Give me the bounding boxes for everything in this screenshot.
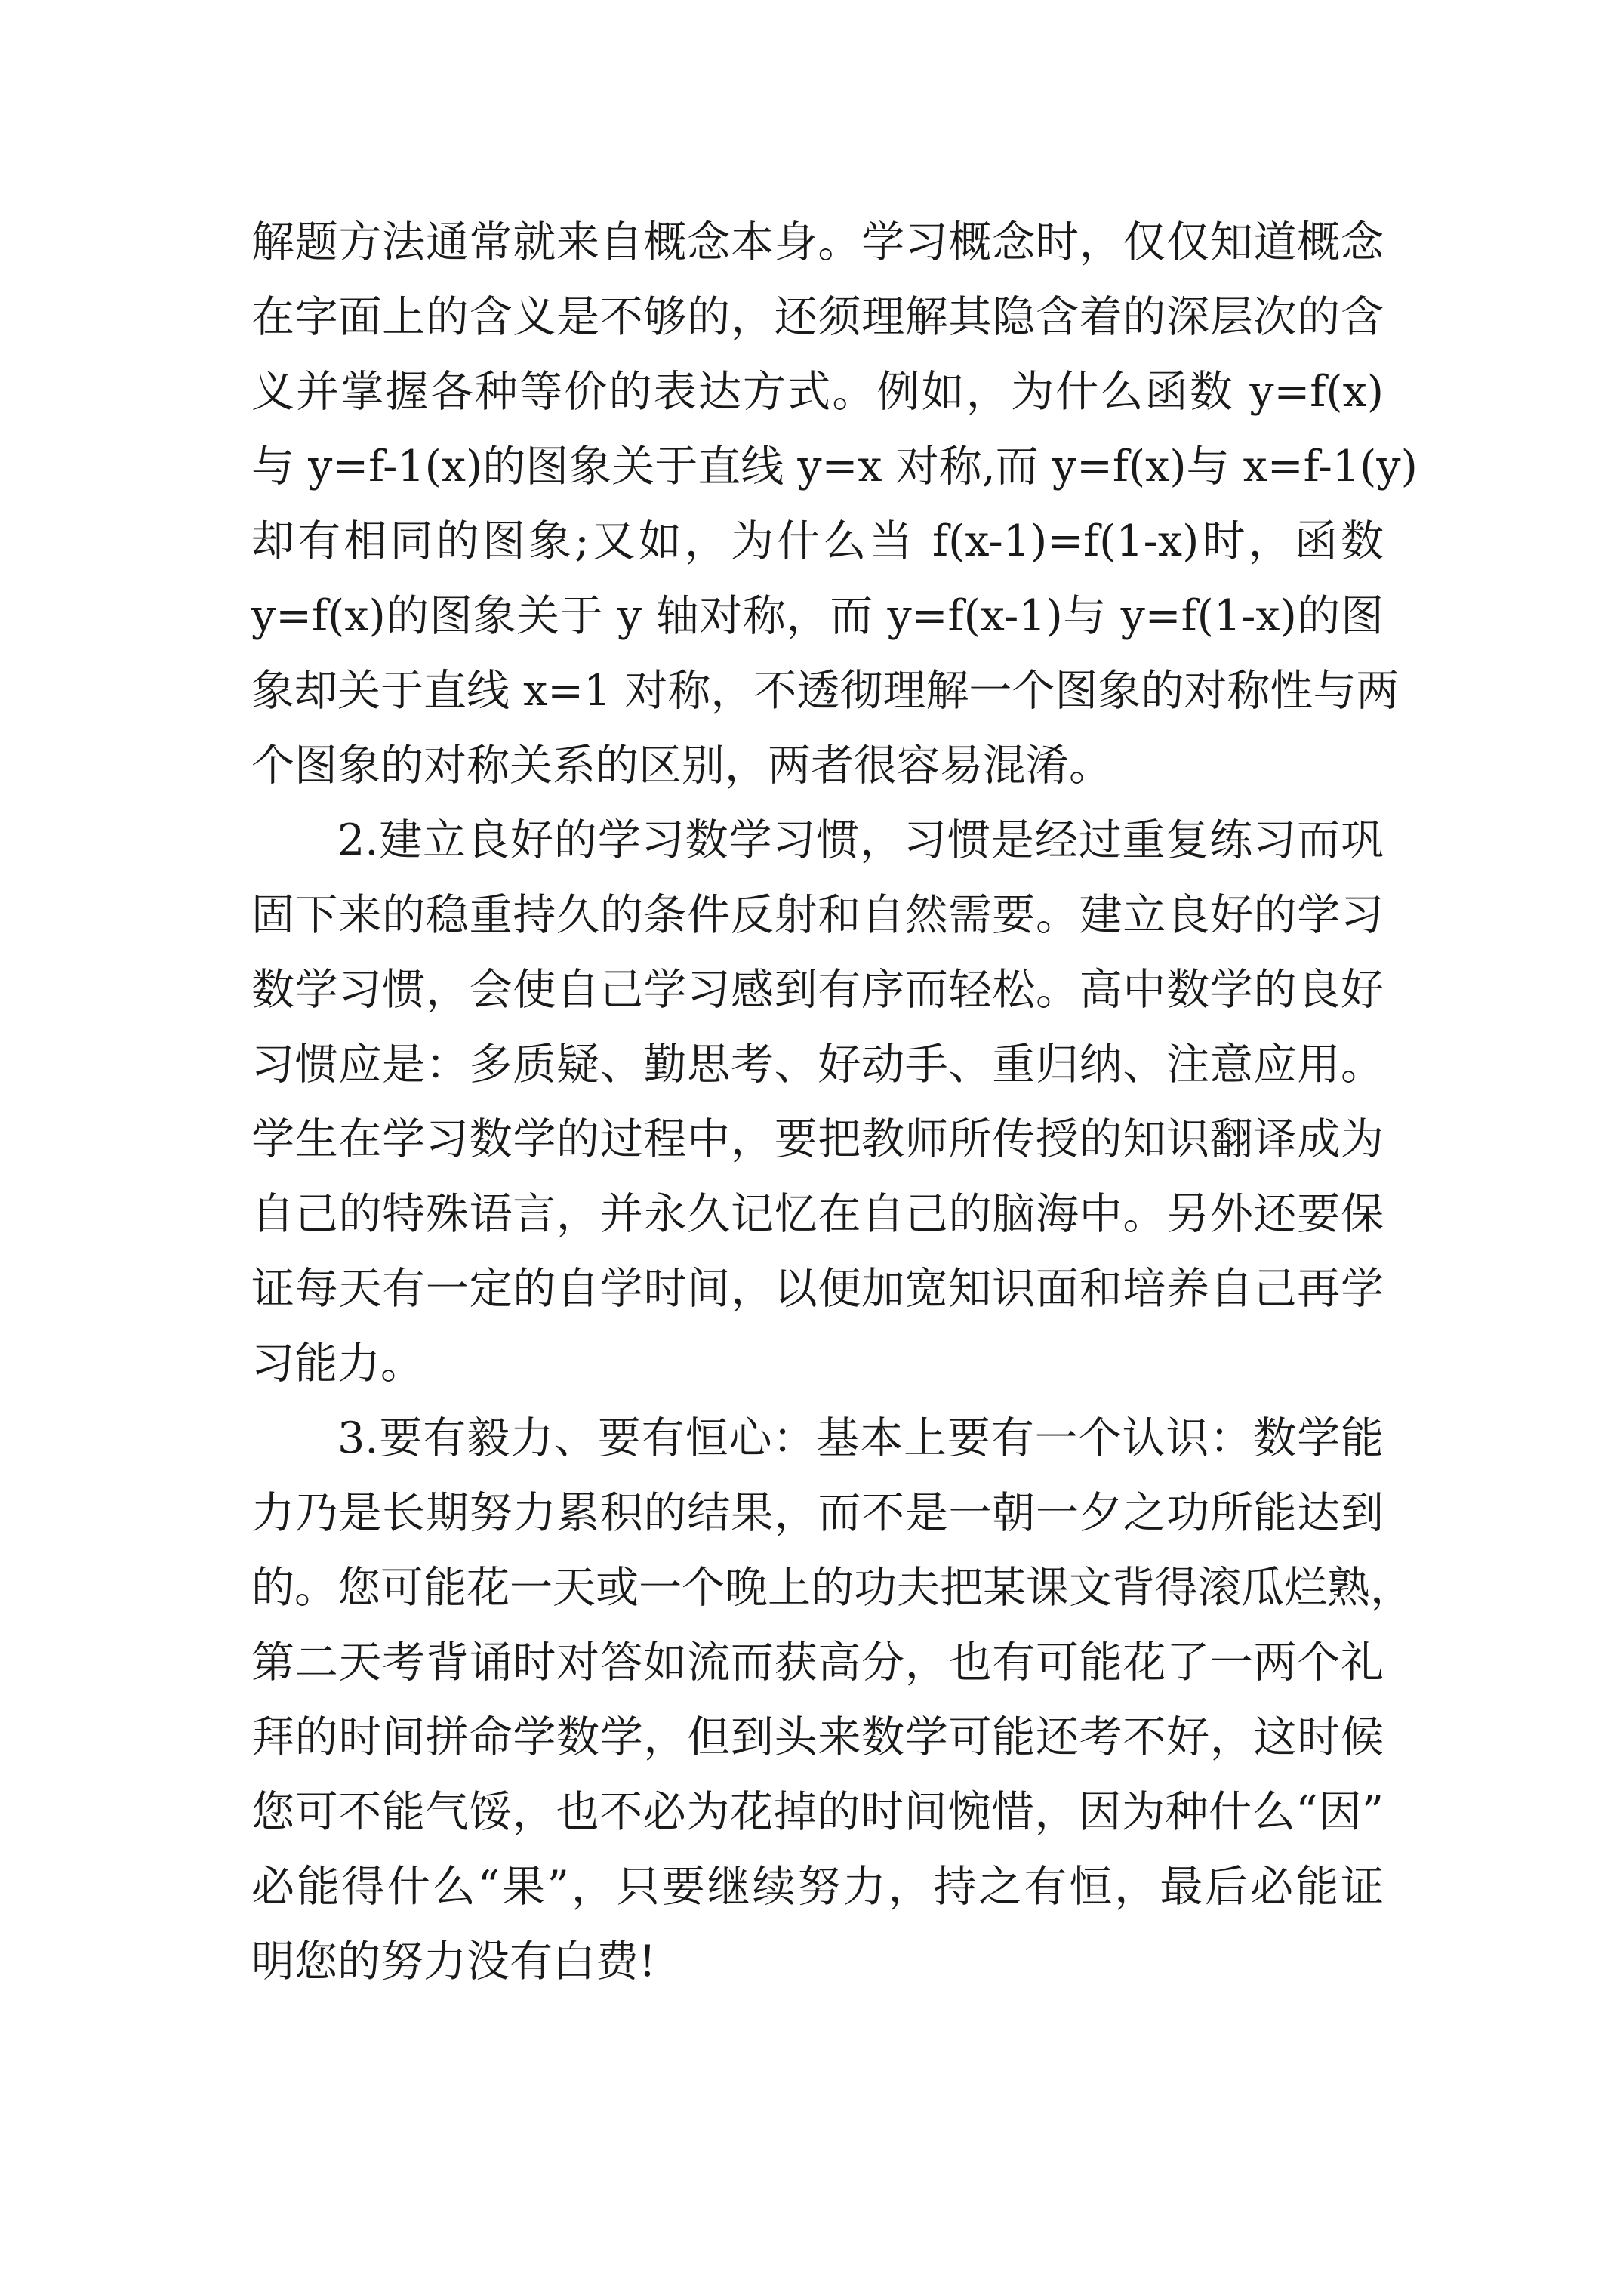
paragraph-1-line-2: 在字面上的含义是不够的，还须理解其隐含着的深层次的含 bbox=[251, 292, 1384, 342]
paragraph-2-line-1: 2.建立良好的学习数学习惯，习惯是经过重复练习而巩 bbox=[337, 815, 1384, 865]
paragraph-2-line-5: 学生在学习数学的过程中，要把教师所传授的知识翻译成为 bbox=[251, 1114, 1384, 1164]
paragraph-3-line-6: 您可不能气馁，也不必为花掉的时间惋惜，因为种什么“因” bbox=[251, 1787, 1384, 1837]
paragraph-1-line-1: 解题方法通常就来自概念本身。学习概念时，仅仅知道概念 bbox=[251, 217, 1384, 267]
paragraph-3-line-8: 明您的努力没有白费! bbox=[251, 1937, 656, 1986]
paragraph-2-line-8: 习能力。 bbox=[251, 1339, 423, 1388]
paragraph-3-line-4: 第二天考背诵时对答如流而获高分，也有可能花了一两个礼 bbox=[251, 1638, 1384, 1687]
paragraph-1-line-8: 个图象的对称关系的区别，两者很容易混淆。 bbox=[251, 741, 1112, 791]
paragraph-1-line-3: 义并掌握各种等价的表达方式。例如，为什么函数 y=f(x) bbox=[251, 367, 1384, 417]
paragraph-3-line-7: 必能得什么“果”，只要继续努力，持之有恒，最后必能证 bbox=[251, 1862, 1384, 1912]
paragraph-2-line-2: 固下来的稳重持久的条件反射和自然需要。建立良好的学习 bbox=[251, 890, 1384, 940]
body-text bbox=[251, 205, 1418, 1999]
paragraph-2-line-4: 习惯应是：多质疑、勤思考、好动手、重归纳、注意应用。 bbox=[251, 1040, 1384, 1089]
paragraph-2-line-7: 证每天有一定的自学时间，以便加宽知识面和培养自己再学 bbox=[251, 1264, 1384, 1314]
paragraph-1-line-5: 却有相同的图象;又如，为什么当 f(x-1)=f(1-x)时，函数 bbox=[251, 516, 1384, 566]
paragraph-2-line-3: 数学习惯，会使自己学习感到有序而轻松。高中数学的良好 bbox=[251, 965, 1384, 1015]
paragraph-1-line-6: y=f(x)的图象关于 y 轴对称，而 y=f(x-1)与 y=f(1-x)的图 bbox=[251, 591, 1384, 641]
paragraph-1-line-7: 象却关于直线 x=1 对称，不透彻理解一个图象的对称性与两 bbox=[251, 666, 1400, 716]
paragraph-2-line-6: 自己的特殊语言，并永久记忆在自己的脑海中。另外还要保 bbox=[251, 1189, 1384, 1239]
paragraph-1-line-4: 与 y=f-1(x)的图象关于直线 y=x 对称,而 y=f(x)与 x=f-1(y) bbox=[251, 442, 1418, 492]
paragraph-3-line-2: 力乃是长期努力累积的结果，而不是一朝一夕之功所能达到 bbox=[251, 1488, 1384, 1538]
paragraph-3-line-5: 拜的时间拼命学数学，但到头来数学可能还考不好，这时候 bbox=[251, 1712, 1384, 1762]
paragraph-3-line-1: 3.要有毅力、要有恒心：基本上要有一个认识：数学能 bbox=[337, 1413, 1384, 1463]
paragraph-3-line-3: 的。您可能花一天或一个晚上的功夫把某课文背得滚瓜烂熟， bbox=[251, 1563, 1413, 1613]
